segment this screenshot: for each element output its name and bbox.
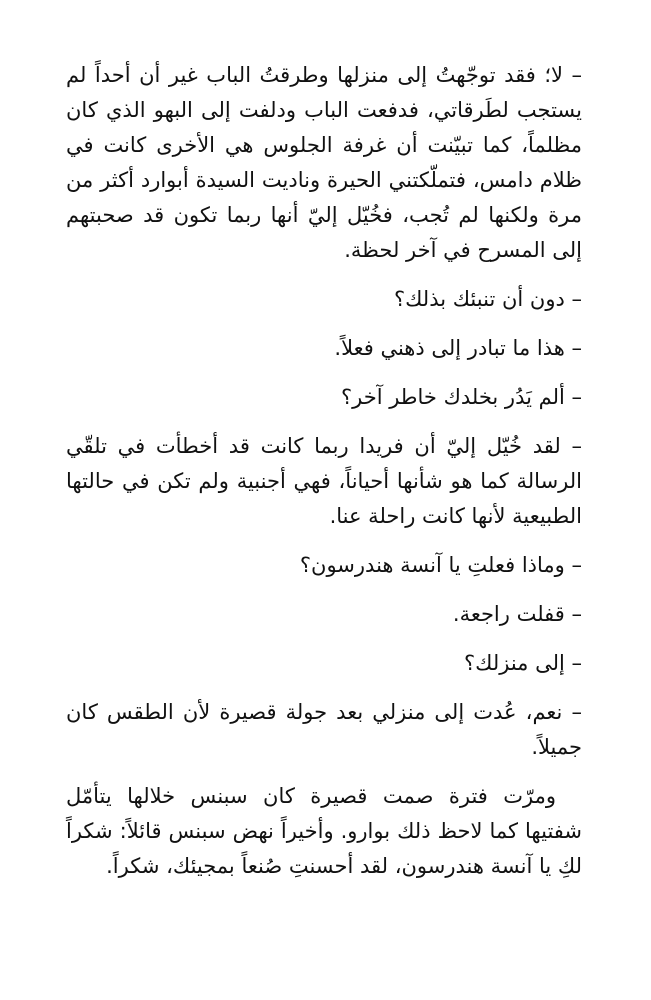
dialogue-paragraph-8: – إلى منزلك؟ — [463, 651, 582, 675]
dialogue-paragraph-4: – ألم يَدُر بخلدك خاطر آخر؟ — [340, 385, 582, 409]
dialogue-paragraph-2: – دون أن تنبئك بذلك؟ — [393, 287, 582, 311]
dialogue-paragraph-6: – وماذا فعلتِ يا آنسة هندرسون؟ — [299, 553, 582, 577]
dialogue-paragraph-1: – لا؛ فقد توجّهتُ إلى منزلها وطرقتُ الباب غير أن أحداً لم يستجب لطَرقاتي، فدفعت الباب ودلفت إلى البهو الذي كان مظلماً، كما تبيّنت أن غرفة الجلوس هي الأخرى كانت في ظلام دامس، فتملّكتني الحيرة وناديت السيدة أبوارد أكثر من مرة ولكنها لم تُجب، فخُيّل إليّ أنها ربما تكون قد صحبتهم إلى المسرح في آخر لحظة. — [66, 63, 582, 262]
book-page — [66, 58, 582, 884]
dialogue-paragraph-3: – هذا ما تبادر إلى ذهني فعلاً. — [334, 336, 582, 360]
dialogue-paragraph-9: – نعم، عُدت إلى منزلي بعد جولة قصيرة لأن الطقس كان جميلاً. — [66, 700, 582, 759]
narration-paragraph: ومرّت فترة صمت قصيرة كان سبنس خلالها يتأمّل شفتيها كما لاحظ ذلك بوارو. وأخيراً نهض سبنس قائلاً: شكراً لكِ يا آنسة هندرسون، لقد أحسنتِ صُنعاً بمجيئك، شكراً. — [66, 784, 582, 878]
dialogue-paragraph-7: – قفلت راجعة. — [452, 602, 582, 626]
dialogue-paragraph-5: – لقد خُيّل إليّ أن فريدا ربما كانت قد أخطأت في تلقّي الرسالة كما هو شأنها أحياناً، فهي أجنبية ولم تكن في حالتها الطبيعية لأنها كانت راحلة عنا. — [66, 434, 582, 528]
